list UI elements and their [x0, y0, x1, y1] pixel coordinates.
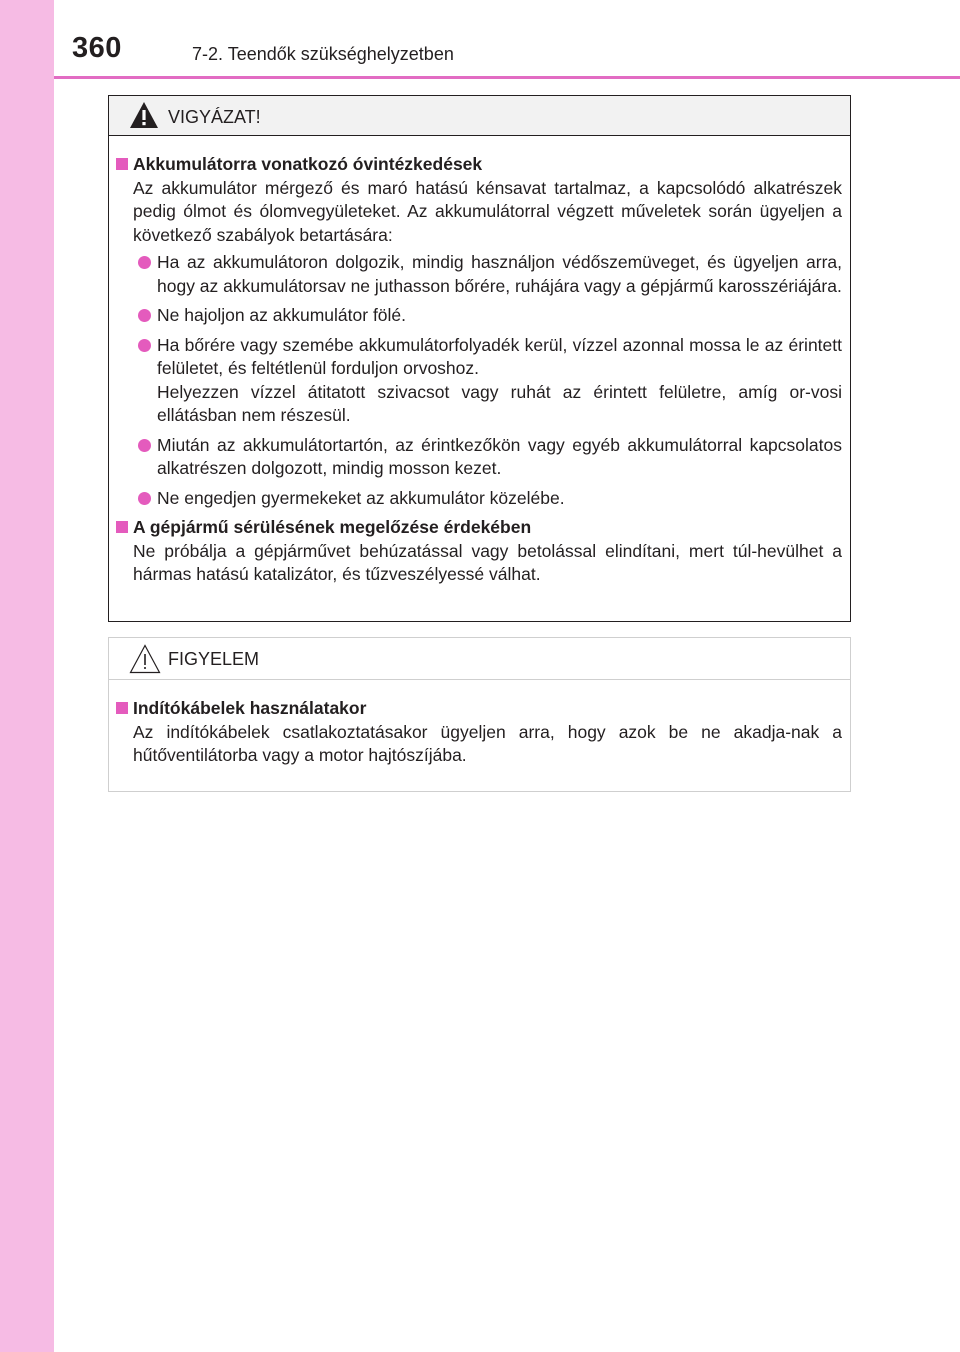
list-item [133, 334, 842, 428]
bullet-dot-icon [138, 339, 151, 352]
bullet-text: Ha bőrére vagy szemébe akkumulátorfolyadék kerül, vízzel azonnal mossa le az érintett felületet, és feltétlenül forduljon orvoshoz. [157, 334, 842, 378]
warning-label: VIGYÁZAT! [168, 107, 261, 127]
bullet-dot-icon [138, 492, 151, 505]
notice-label: FIGYELEM [168, 649, 260, 669]
bullet-text: Ne engedjen gyermekeket az akkumulátor közelébe. [157, 487, 565, 508]
list-item [133, 251, 842, 298]
notice-triangle-icon [129, 644, 161, 679]
warning-box [108, 95, 851, 622]
section-title: Indítókábelek használatakor [133, 698, 367, 718]
list-item [133, 487, 842, 511]
section-title: Akkumulátorra vonatkozó óvintézkedések [133, 154, 483, 174]
warning-section-battery [116, 153, 842, 510]
bullet-text: Ne hajoljon az akkumulátor fölé. [157, 305, 407, 325]
warning-box-header [109, 96, 850, 136]
warning-section-vehicle-damage [116, 516, 842, 587]
bullet-text: Ha az akkumulátoron dolgozik, mindig használjon védőszemüveget, és ügyeljen arra, hogy az akkumulátorsav ne juthasson bőrére, ruhájára vagy a gépjármű karosszériájára. [157, 252, 842, 296]
section-text: Ne próbálja a gépjárművet behúzatással vagy betolással elindítani, mert túl-hevülhet a hármas hatású katalizátor, és tűzveszélyessé válhat. [133, 540, 842, 584]
notice-section-jumper-cables [116, 697, 842, 768]
bullet-dot-icon [138, 309, 151, 322]
list-item [133, 434, 842, 481]
section-square-icon [116, 158, 128, 170]
list-item [133, 304, 842, 328]
page-number: 360 [72, 32, 122, 64]
bullet-dot-icon [138, 256, 151, 269]
notice-box [108, 637, 851, 792]
section-square-icon [116, 702, 128, 714]
bullet-text: Miután az akkumulátortartón, az érintkezőkön vagy egyéb akkumulátorral kapcsolatos alkatrészen dolgozott, mindig mosson kezet. [157, 434, 842, 478]
section-text: Az indítókábelek csatlakoztatásakor ügyeljen arra, hogy azok be ne akadja-nak a hűtőventilátorba vagy a motor hajtószíjába. [133, 721, 842, 765]
warning-box-body [109, 136, 850, 587]
section-text: Az akkumulátor mérgező és maró hatású kénsavat tartalmaz, a kapcsolódó alkatrészek pedig ólmot és ólomvegyületeket. Az akkumulátorral végzett műveletek során ügyeljen a következő szabályok betartására: [133, 177, 842, 245]
section-square-icon [116, 521, 128, 533]
warning-triangle-icon [129, 101, 159, 134]
notice-box-header [109, 638, 850, 680]
bullet-list [133, 251, 842, 510]
bullet-text-continued: Helyezzen vízzel átitatott szivacsot vagy ruhát az érintett felületre, amíg or-vosi ellátásban nem részesül. [157, 381, 842, 425]
header-divider [54, 76, 960, 79]
bullet-dot-icon [138, 439, 151, 452]
page-edge-strip [0, 0, 54, 1352]
section-title: A gépjármű sérülésének megelőzése érdekében [133, 517, 532, 537]
notice-box-body [109, 680, 850, 768]
section-title: 7-2. Teendők szükséghelyzetben [192, 44, 454, 64]
